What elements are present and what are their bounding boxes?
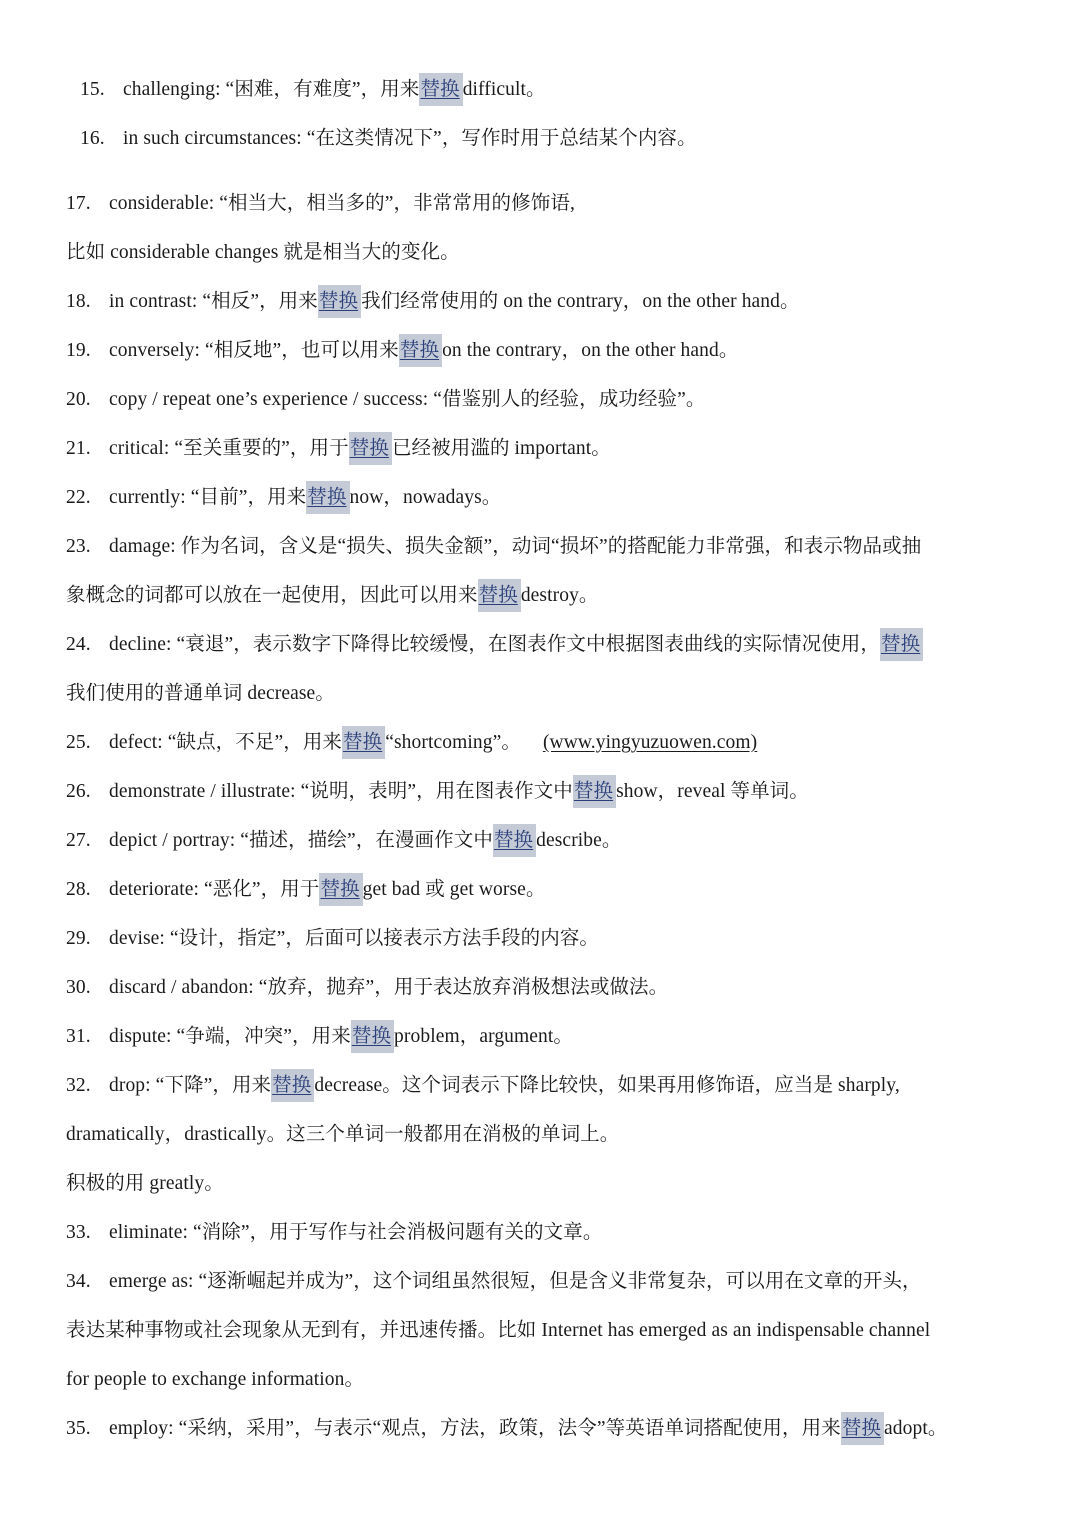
entry-35 (66, 1414, 1040, 1444)
entry-text: defect: “缺点，不足”，用来 (109, 732, 343, 753)
entry-17-continuation (66, 238, 1040, 268)
entry-17 (66, 189, 1040, 219)
highlighted-replace-word: 替换 (841, 1412, 884, 1445)
entry-32-continuation (66, 1120, 1040, 1150)
entry-text: demonstrate / illustrate: “说明，表明”，用在图表作文中 (109, 781, 573, 802)
entry-text: emerge as: “逐渐崛起并成为”，这个词组虽然很短，但是含义非常复杂，可以用在文章的开头， (109, 1271, 922, 1292)
highlighted-replace-word: 替换 (399, 334, 442, 367)
entry-number: 17. (66, 193, 91, 214)
highlighted-replace-word: 替换 (573, 775, 616, 808)
entry-18 (66, 287, 1040, 317)
entry-number: 22. (66, 487, 91, 508)
highlighted-replace-word: 替换 (271, 1069, 314, 1102)
entry-text: challenging: “困难，有难度”，用来 (123, 79, 420, 100)
highlighted-replace-word: 替换 (306, 481, 349, 514)
entry-text: 象概念的词都可以放在一起使用，因此可以用来 (66, 585, 478, 606)
highlighted-replace-word: 替换 (349, 432, 392, 465)
entry-text: adopt。 (884, 1418, 948, 1439)
entry-34-continuation-2 (66, 1365, 1040, 1395)
entry-31 (66, 1022, 1040, 1052)
entry-number: 33. (66, 1222, 91, 1243)
entry-number: 30. (66, 977, 91, 998)
entry-text: show，reveal 等单词。 (616, 781, 809, 802)
entry-text: decrease。这个词表示下降比较快，如果再用修饰语，应当是 sharply, (314, 1075, 900, 1096)
entry-number: 20. (66, 389, 91, 410)
entry-text: employ: “采纳，采用”，与表示“观点，方法，政策，法令”等英语单词搭配使用，用来 (109, 1418, 841, 1439)
website-link[interactable]: (www.yingyuzuowen.com) (542, 732, 758, 753)
entry-number: 15. (80, 79, 105, 100)
entry-number: 34. (66, 1271, 91, 1292)
entry-number: 23. (66, 536, 91, 557)
entry-number: 19. (66, 340, 91, 361)
entry-number: 27. (66, 830, 91, 851)
entry-number: 35. (66, 1418, 91, 1439)
entry-number: 18. (66, 291, 91, 312)
entry-30 (66, 973, 1040, 1003)
highlighted-replace-word: 替换 (880, 628, 923, 661)
entry-number: 24. (66, 634, 91, 655)
entry-text: destroy。 (520, 585, 599, 606)
entry-text: 比如 considerable changes 就是相当大的变化。 (66, 242, 460, 263)
highlighted-replace-word: 替换 (342, 726, 385, 759)
entry-number: 21. (66, 438, 91, 459)
entry-number: 26. (66, 781, 91, 802)
entry-text: in such circumstances: “在这类情况下”，写作时用于总结某个内容。 (123, 128, 697, 149)
entry-text: dramatically，drastically。这三个单词一般都用在消极的单词上。 (66, 1124, 620, 1145)
entry-text: considerable: “相当大，相当多的”，非常常用的修饰语, (109, 193, 575, 214)
entry-number: 31. (66, 1026, 91, 1047)
entry-24 (66, 630, 1040, 660)
entry-text: 我们经常使用的 on the contrary，on the other hand。 (361, 291, 800, 312)
entry-number: 32. (66, 1075, 91, 1096)
entry-text: 我们使用的普通单词 decrease。 (66, 683, 335, 704)
highlighted-replace-word: 替换 (478, 579, 521, 612)
entry-text: devise: “设计，指定”，后面可以接表示方法手段的内容。 (109, 928, 600, 949)
entry-16 (80, 124, 1040, 154)
entry-text: get bad 或 get worse。 (362, 879, 546, 900)
entry-text: damage: 作为名词，含义是“损失、损失金额”，动词“损坏”的搭配能力非常强，和表示物品或抽 (109, 536, 922, 557)
highlighted-replace-word: 替换 (493, 824, 536, 857)
entry-text: describe。 (536, 830, 622, 851)
entry-text: drop: “下降”，用来 (109, 1075, 272, 1096)
entry-number: 16. (80, 128, 105, 149)
entry-text: eliminate: “消除”，用于写作与社会消极问题有关的文章。 (109, 1222, 603, 1243)
entry-27 (66, 826, 1040, 856)
entry-text: decline: “衰退”，表示数字下降得比较缓慢，在图表作文中根据图表曲线的实际情况使用， (109, 634, 881, 655)
entry-text: dispute: “争端，冲突”，用来 (109, 1026, 351, 1047)
entry-34 (66, 1267, 1040, 1297)
entry-number: 25. (66, 732, 91, 753)
entry-34-continuation (66, 1316, 1040, 1346)
entry-29 (66, 924, 1040, 954)
entry-text: 积极的用 greatly。 (66, 1173, 224, 1194)
entry-32 (66, 1071, 1040, 1101)
entry-text: on the contrary，on the other hand。 (442, 340, 739, 361)
entry-text: “shortcoming”。 (385, 732, 521, 753)
entry-23-continuation (66, 581, 1040, 611)
entry-text: difficult。 (462, 79, 546, 100)
entry-26 (66, 777, 1040, 807)
highlighted-replace-word: 替换 (318, 285, 361, 318)
entry-text: conversely: “相反地”，也可以用来 (109, 340, 399, 361)
entry-text: for people to exchange information。 (66, 1369, 365, 1390)
entry-text: discard / abandon: “放弃，抛弃”，用于表达放弃消极想法或做法。 (109, 977, 669, 998)
entry-number: 29. (66, 928, 91, 949)
highlighted-replace-word: 替换 (351, 1020, 394, 1053)
entry-text: critical: “至关重要的”，用于 (109, 438, 349, 459)
highlighted-replace-word: 替换 (319, 873, 362, 906)
entry-text: in contrast: “相反”，用来 (109, 291, 318, 312)
entry-text: copy / repeat one’s experience / success: “借鉴别人的经验，成功经验”。 (109, 389, 706, 410)
entry-text: deteriorate: “恶化”，用于 (109, 879, 320, 900)
entry-text: depict / portray: “描述，描绘”，在漫画作文中 (109, 830, 493, 851)
entry-text: 表达某种事物或社会现象从无到有，并迅速传播。比如 Internet has emerged as an indispensable channel (66, 1320, 931, 1341)
entry-text: now，nowadays。 (349, 487, 502, 508)
entry-33 (66, 1218, 1040, 1248)
entry-25 (66, 728, 1040, 758)
highlighted-replace-word: 替换 (419, 73, 462, 106)
entry-21 (66, 434, 1040, 464)
entry-text: 已经被用滥的 important。 (391, 438, 611, 459)
entry-text: currently: “目前”，用来 (109, 487, 307, 508)
entry-text: problem，argument。 (394, 1026, 574, 1047)
entry-32-continuation-2 (66, 1169, 1040, 1199)
entry-15 (80, 75, 1040, 105)
entry-22 (66, 483, 1040, 513)
entry-number: 28. (66, 879, 91, 900)
entry-19 (66, 336, 1040, 366)
entry-28 (66, 875, 1040, 905)
entry-24-continuation (66, 679, 1040, 709)
entry-20 (66, 385, 1040, 415)
entry-23 (66, 532, 1040, 562)
